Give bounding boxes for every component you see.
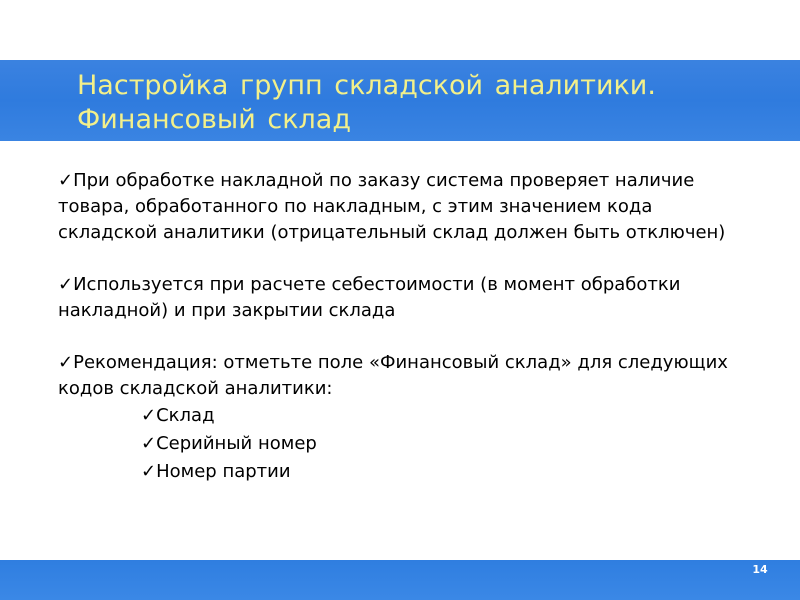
checkmark-icon: ✓ (141, 405, 157, 426)
slide-title (77, 69, 656, 137)
list-item-text: Склад (156, 405, 215, 426)
list-item (141, 430, 748, 458)
bullet-point-3 (58, 350, 748, 402)
slide-title-line-1: Настройка групп складской аналитики. (77, 70, 656, 101)
bullet-point-2 (58, 272, 748, 324)
checkmark-icon: ✓ (58, 170, 74, 191)
bullet-point-2-text: Используется при расчете себестоимости (в момент обработки накладной) и при закрытии склада (58, 274, 681, 321)
bullet-point-1 (58, 168, 748, 246)
bullet-point-3-text: Рекомендация: отметьте поле «Финансовый склад» для следующих кодов складской аналитики: (58, 352, 728, 399)
checkmark-icon: ✓ (141, 433, 157, 454)
checkmark-icon: ✓ (58, 274, 74, 295)
list-item-text: Номер партии (156, 461, 291, 482)
checkmark-icon: ✓ (141, 461, 157, 482)
page-number: 14 (752, 563, 768, 576)
slide-body (58, 168, 748, 486)
analytics-codes-list (58, 402, 748, 486)
list-item-text: Серийный номер (156, 433, 317, 454)
list-item (141, 458, 748, 486)
slide-title-line-2: Финансовый склад (77, 104, 351, 135)
list-item (141, 402, 748, 430)
bullet-point-1-text: При обработке накладной по заказу система проверяет наличие товара, обработанного по накладным, с этим значением кода складской аналитики (отрицательный склад должен быть отключен) (58, 170, 726, 243)
checkmark-icon: ✓ (58, 352, 74, 373)
footer-band (0, 560, 800, 600)
